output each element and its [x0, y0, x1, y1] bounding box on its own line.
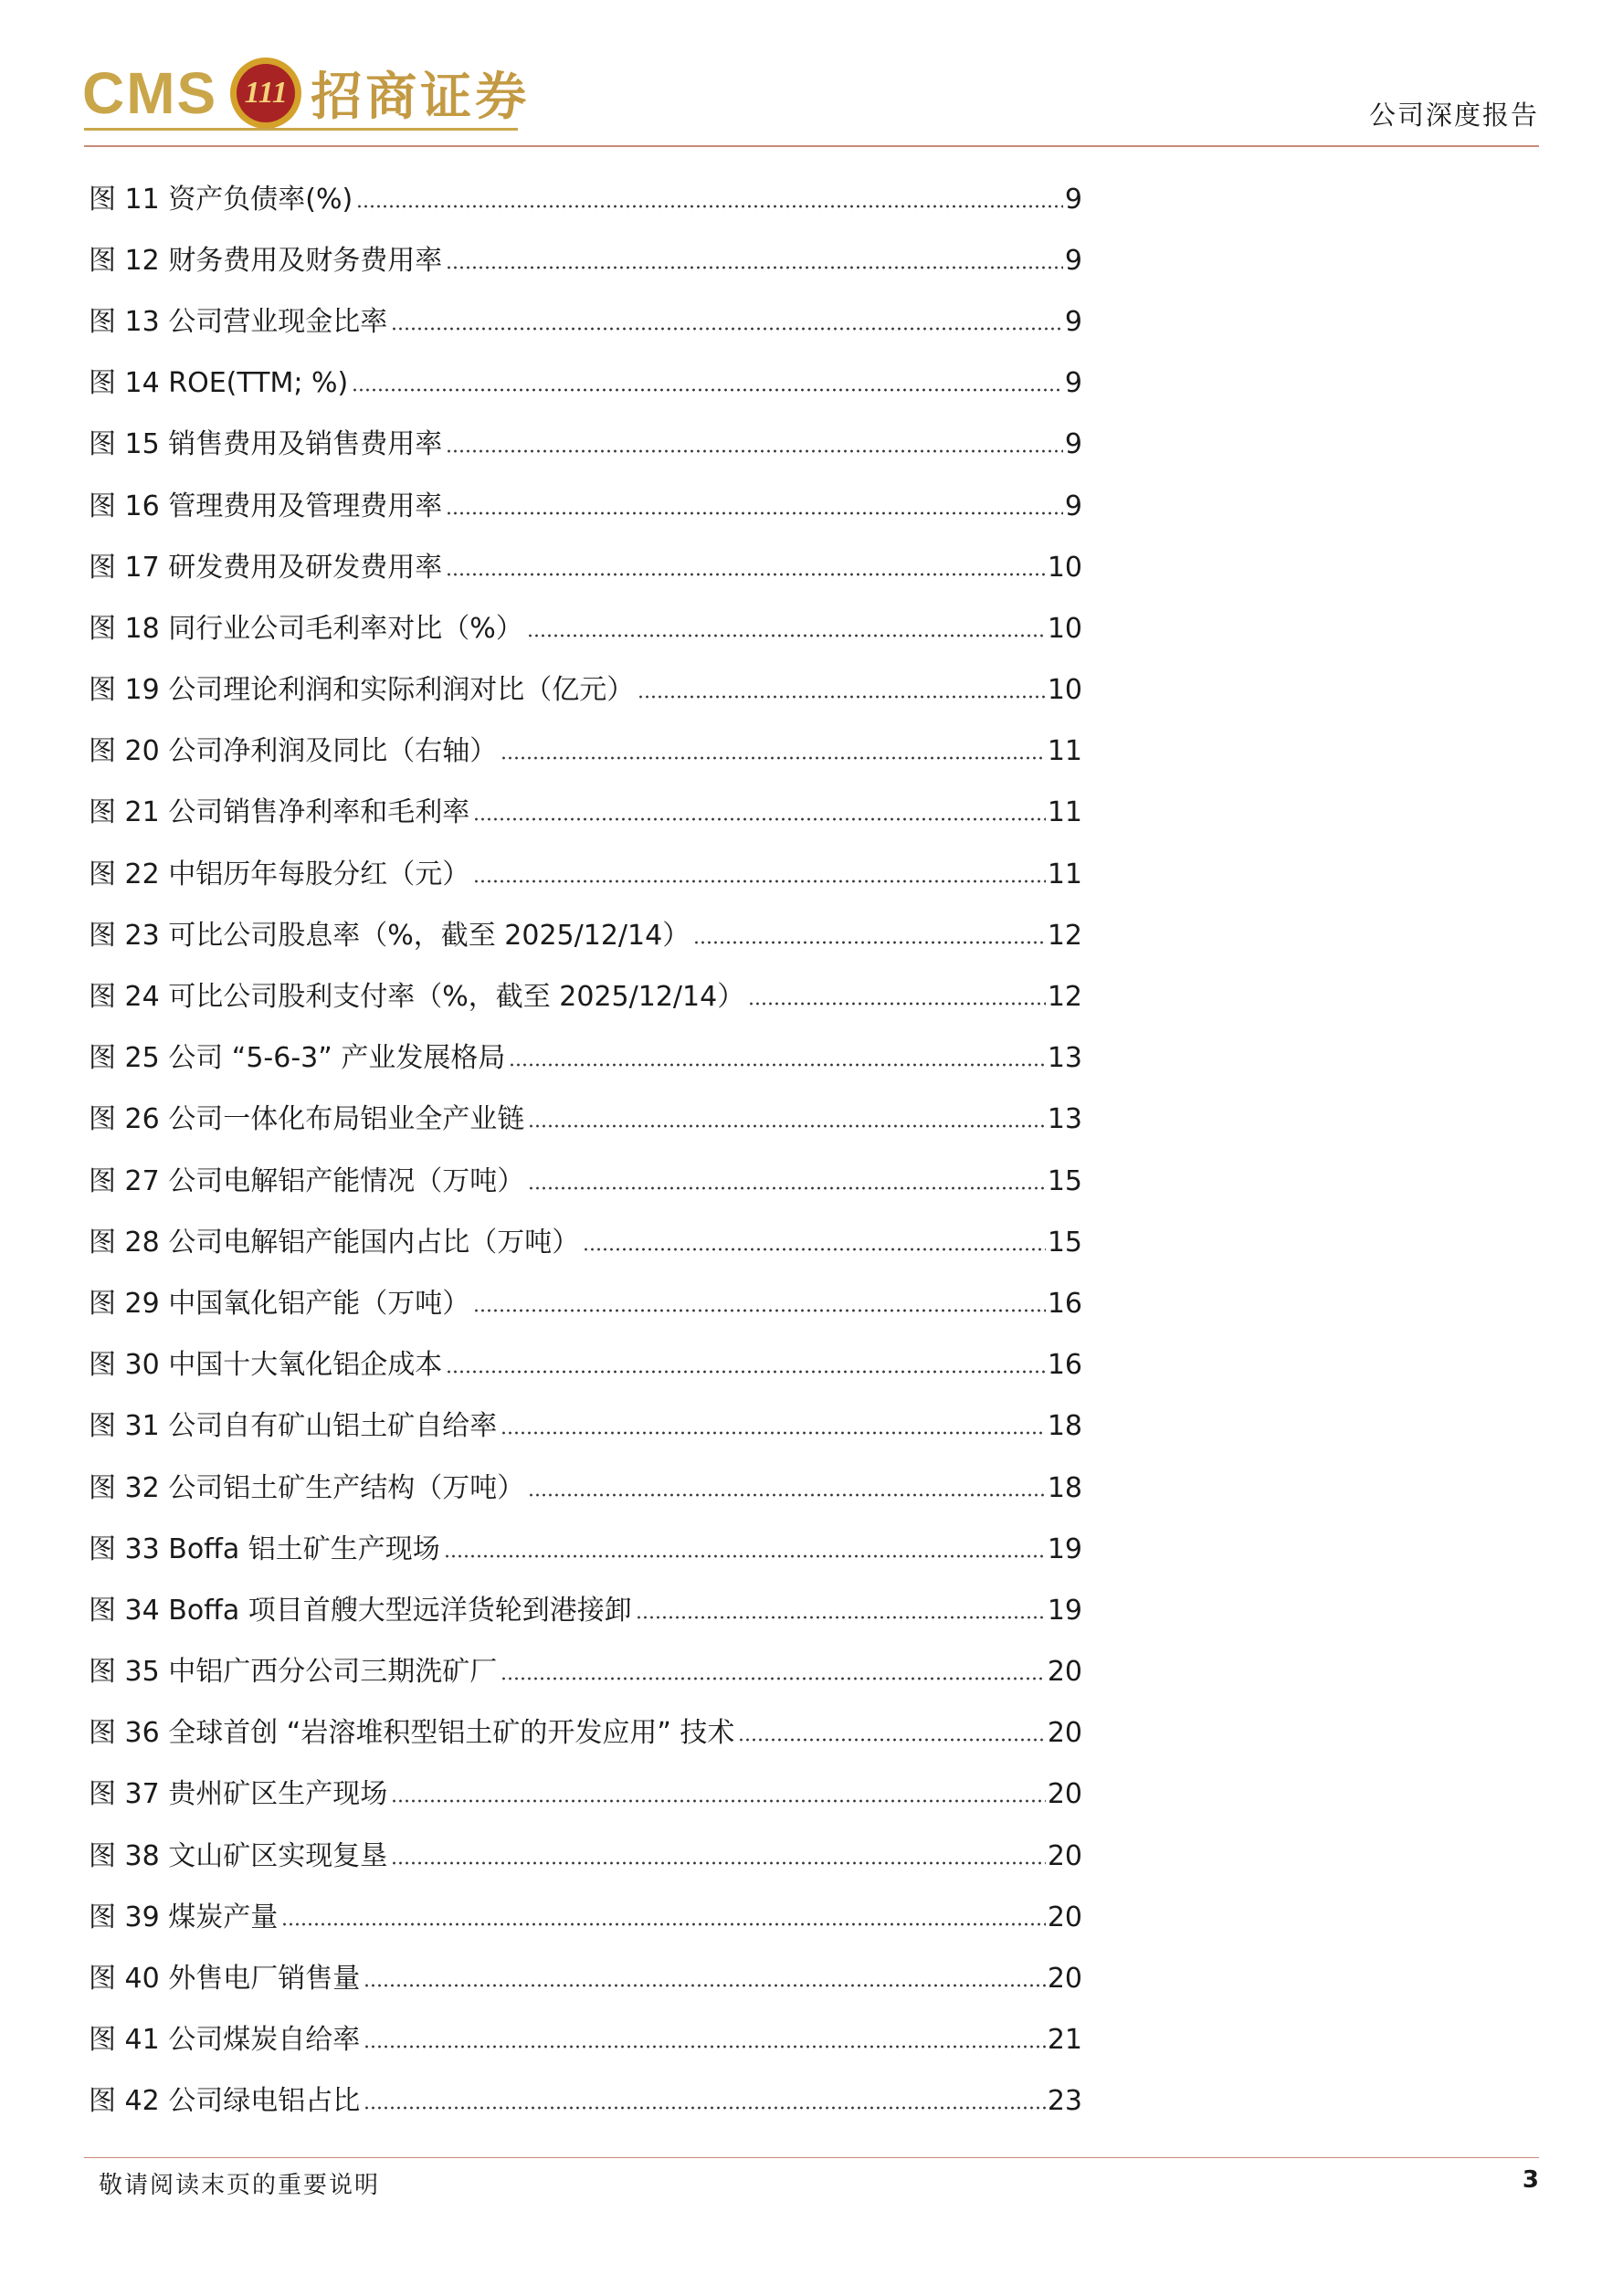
report-type-label: 公司深度报告: [1368, 100, 1539, 131]
toc-dot-leader: [364, 1984, 1046, 1987]
toc-entry[interactable]: [89, 169, 1082, 230]
toc-entry-label[interactable]: 图 11 资产负债率(%): [89, 183, 353, 216]
toc-dot-leader: [473, 817, 1046, 821]
toc-dot-leader: [693, 941, 1046, 944]
toc-entry-page: 19: [1047, 1594, 1082, 1627]
toc-entry-label[interactable]: 图 27 公司电解铝产能情况（万吨）: [89, 1164, 525, 1197]
toc-entry-page: 10: [1047, 674, 1082, 707]
toc-dot-leader: [527, 634, 1046, 637]
toc-entry-page: 21: [1047, 2024, 1082, 2057]
toc-dot-leader: [391, 1861, 1046, 1865]
toc-entry-label[interactable]: 图 33 Boffa 铝土矿生产现场: [89, 1532, 440, 1565]
toc-dot-leader: [446, 1370, 1046, 1374]
toc-dot-leader: [748, 1002, 1046, 1006]
toc-entry-label[interactable]: 图 25 公司 “5-6-3” 产业发展格局: [89, 1042, 506, 1075]
toc-entry-page: 9: [1064, 183, 1082, 216]
toc-entry-label[interactable]: 图 40 外售电厂销售量: [89, 1963, 361, 1996]
toc-entry-page: 18: [1047, 1471, 1082, 1504]
toc-entry[interactable]: [89, 783, 1082, 844]
toc-entry[interactable]: [89, 966, 1082, 1027]
toc-entry[interactable]: [89, 291, 1082, 353]
toc-entry-label[interactable]: 图 29 中国氧化铝产能（万吨）: [89, 1287, 470, 1320]
toc-entry[interactable]: [89, 1764, 1082, 1826]
logo-underline: [84, 128, 518, 131]
toc-entry-page: 23: [1047, 2085, 1082, 2118]
toc-entry-label[interactable]: 图 22 中铝历年每股分红（元）: [89, 858, 470, 890]
toc-entry[interactable]: [89, 230, 1082, 291]
logo-emblem-icon: [230, 58, 301, 129]
toc-entry-page: 20: [1047, 1656, 1082, 1689]
toc-dot-leader: [528, 1493, 1046, 1497]
toc-dot-leader: [509, 1063, 1045, 1067]
toc-dot-leader: [391, 327, 1063, 331]
toc-entry-label[interactable]: 图 34 Boffa 项目首艘大型远洋货轮到港接卸: [89, 1594, 632, 1627]
toc-entry-label[interactable]: 图 12 财务费用及财务费用率: [89, 244, 443, 277]
toc-entry-label[interactable]: 图 36 全球首创 “岩溶堆积型铝土矿的开发应用” 技术: [89, 1717, 735, 1750]
toc-entry[interactable]: [89, 598, 1082, 659]
toc-entry[interactable]: [89, 1826, 1082, 1887]
toc-entry-page: 20: [1047, 1839, 1082, 1872]
toc-entry-label[interactable]: 图 26 公司一体化布局铝业全产业链: [89, 1103, 525, 1136]
logo-cms-text: CMS: [82, 60, 218, 126]
toc-entry-page: 11: [1047, 735, 1082, 768]
toc-entry-page: 15: [1047, 1164, 1082, 1197]
toc-entry[interactable]: [89, 1519, 1082, 1580]
toc-entry-page: 18: [1047, 1410, 1082, 1443]
toc-entry-page: 10: [1047, 551, 1082, 584]
toc-entry-page: 9: [1064, 305, 1082, 338]
toc-entry[interactable]: [89, 1703, 1082, 1764]
toc-entry-page: 10: [1047, 612, 1082, 645]
toc-entry-label[interactable]: 图 31 公司自有矿山铝土矿自给率: [89, 1410, 498, 1443]
toc-entry-page: 9: [1064, 490, 1082, 522]
toc-entry-label[interactable]: 图 28 公司电解铝产能国内占比（万吨）: [89, 1226, 580, 1259]
toc-entry[interactable]: [89, 1090, 1082, 1151]
toc-entry-label[interactable]: 图 15 销售费用及销售费用率: [89, 428, 443, 461]
toc-entry-label[interactable]: 图 35 中铝广西分公司三期洗矿厂: [89, 1656, 498, 1689]
toc-entry[interactable]: [89, 2010, 1082, 2071]
toc-entry-page: 19: [1047, 1532, 1082, 1565]
toc-entry-label[interactable]: 图 23 可比公司股息率（%，截至 2025/12/14）: [89, 919, 690, 952]
toc-entry[interactable]: [89, 1396, 1082, 1458]
toc-entry[interactable]: [89, 1580, 1082, 1641]
toc-entry-page: 20: [1047, 1778, 1082, 1811]
toc-entry[interactable]: [89, 353, 1082, 415]
toc-entry-label[interactable]: 图 20 公司净利润及同比（右轴）: [89, 735, 498, 768]
footer-divider: [84, 2157, 1539, 2158]
toc-entry-label[interactable]: 图 14 ROE(TTM; %): [89, 367, 349, 400]
toc-entry-label[interactable]: 图 30 中国十大氧化铝企成本: [89, 1349, 443, 1382]
toc-entry[interactable]: [89, 1151, 1082, 1212]
toc-entry-page: 13: [1047, 1103, 1082, 1136]
toc-entry[interactable]: [89, 2071, 1082, 2133]
toc-entry[interactable]: [89, 721, 1082, 783]
toc-entry-label[interactable]: 图 37 贵州矿区生产现场: [89, 1778, 388, 1811]
toc-entry-page: 20: [1047, 1717, 1082, 1750]
figure-table-of-contents: [89, 169, 1082, 2133]
toc-entry-label[interactable]: 图 16 管理费用及管理费用率: [89, 490, 443, 522]
toc-entry[interactable]: [89, 1212, 1082, 1273]
logo-emblem-text: 111: [237, 64, 295, 122]
header-divider: [84, 145, 1539, 147]
toc-dot-leader: [281, 1922, 1046, 1926]
toc-entry-page: 15: [1047, 1226, 1082, 1259]
toc-dot-leader: [391, 1799, 1046, 1803]
toc-entry-page: 20: [1047, 1963, 1082, 1996]
toc-entry-page: 12: [1047, 981, 1082, 1014]
toc-entry-page: 20: [1047, 1901, 1082, 1933]
toc-entry[interactable]: [89, 660, 1082, 721]
toc-entry-page: 13: [1047, 1042, 1082, 1075]
toc-entry-page: 9: [1064, 428, 1082, 461]
toc-dot-leader: [738, 1738, 1045, 1742]
toc-entry-page: 9: [1064, 244, 1082, 277]
toc-dot-leader: [446, 266, 1063, 269]
toc-dot-leader: [356, 205, 1063, 208]
toc-dot-leader: [528, 1124, 1046, 1128]
toc-dot-leader: [352, 388, 1063, 392]
toc-dot-leader: [636, 1616, 1046, 1619]
toc-entry-page: 16: [1047, 1287, 1082, 1320]
toc-entry-label[interactable]: 图 18 同行业公司毛利率对比（%）: [89, 612, 523, 645]
toc-entry-label[interactable]: 图 13 公司营业现金比率: [89, 305, 388, 338]
toc-entry[interactable]: [89, 1335, 1082, 1396]
toc-entry[interactable]: [89, 1028, 1082, 1090]
toc-dot-leader: [501, 756, 1046, 760]
toc-entry[interactable]: [89, 1642, 1082, 1703]
toc-entry-page: 12: [1047, 919, 1082, 952]
toc-entry[interactable]: [89, 415, 1082, 476]
toc-entry-label[interactable]: 图 19 公司理论利润和实际利润对比（亿元）: [89, 674, 635, 707]
toc-dot-leader: [501, 1431, 1046, 1435]
toc-dot-leader: [501, 1677, 1046, 1680]
toc-dot-leader: [364, 2045, 1046, 2048]
toc-entry-label[interactable]: 图 17 研发费用及研发费用率: [89, 551, 443, 584]
toc-dot-leader: [446, 511, 1063, 515]
page-header: [0, 0, 1623, 155]
toc-dot-leader: [638, 695, 1046, 699]
toc-entry-page: 11: [1047, 858, 1082, 890]
toc-entry-label[interactable]: 图 39 煤炭产量: [89, 1901, 279, 1933]
toc-dot-leader: [473, 1309, 1046, 1312]
company-logo: [82, 57, 530, 130]
toc-dot-leader: [528, 1186, 1046, 1190]
page-number: 3: [1522, 2166, 1539, 2194]
toc-entry-label[interactable]: 图 21 公司销售净利率和毛利率: [89, 796, 470, 829]
toc-entry-page: 16: [1047, 1349, 1082, 1382]
toc-dot-leader: [364, 2106, 1046, 2110]
toc-entry[interactable]: [89, 844, 1082, 905]
toc-entry-page: 11: [1047, 796, 1082, 829]
toc-entry[interactable]: [89, 476, 1082, 537]
toc-entry-label[interactable]: 图 24 可比公司股利支付率（%，截至 2025/12/14）: [89, 981, 745, 1014]
toc-entry-label[interactable]: 图 42 公司绿电铝占比: [89, 2085, 361, 2118]
toc-entry[interactable]: [89, 1273, 1082, 1334]
toc-entry[interactable]: [89, 537, 1082, 598]
toc-entry[interactable]: [89, 905, 1082, 966]
toc-entry[interactable]: [89, 1887, 1082, 1948]
toc-entry-label[interactable]: 图 32 公司铝土矿生产结构（万吨）: [89, 1471, 525, 1504]
toc-dot-leader: [473, 879, 1046, 883]
logo-chinese-name: 招商证券: [311, 68, 531, 127]
toc-entry-label[interactable]: 图 41 公司煤炭自给率: [89, 2024, 361, 2057]
toc-entry[interactable]: [89, 1458, 1082, 1519]
toc-entry[interactable]: [89, 1948, 1082, 2009]
toc-dot-leader: [446, 573, 1046, 576]
footer-disclaimer-note: 敬请阅读末页的重要说明: [99, 2172, 381, 2199]
toc-dot-leader: [583, 1248, 1046, 1251]
toc-entry-page: 9: [1064, 367, 1082, 400]
toc-entry-label[interactable]: 图 38 文山矿区实现复垦: [89, 1839, 388, 1872]
toc-dot-leader: [446, 449, 1063, 453]
toc-dot-leader: [444, 1554, 1046, 1558]
